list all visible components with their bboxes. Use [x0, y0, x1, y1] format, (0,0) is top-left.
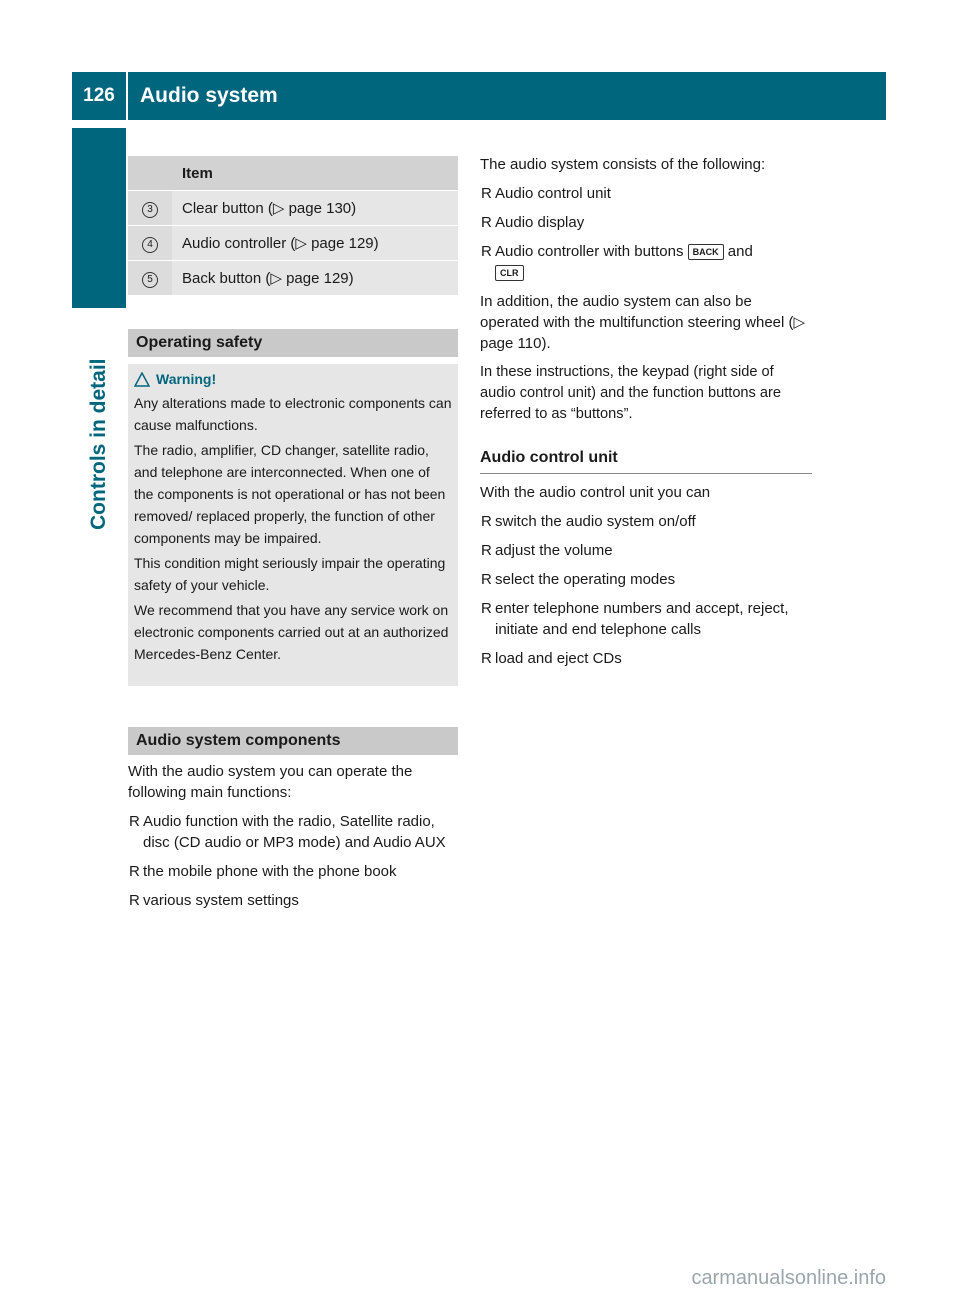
paragraph: In these instructions, the keypad (right side of audio control unit) and the function buttons are referred to as “buttons”. [480, 364, 781, 422]
warning-title: Warning! [156, 371, 217, 387]
warning-triangle-icon [134, 372, 150, 387]
components-heading: Audio system components [128, 727, 458, 755]
control-intro: With the audio control unit you can [480, 484, 711, 501]
bullet-marker: R [481, 600, 492, 617]
bullet-marker: R [481, 214, 492, 231]
page-title: Audio system [128, 72, 886, 120]
list-item: R Audio display [481, 214, 585, 231]
side-tab-block [72, 128, 126, 308]
operating-safety-heading: Operating safety [128, 329, 458, 357]
bullet-marker: R [481, 650, 492, 667]
bullet-marker: R [481, 185, 492, 202]
table-row [128, 225, 458, 260]
bullet-marker: R [129, 892, 140, 909]
bullet-marker: R [129, 813, 140, 830]
warning-paragraph: We recommend that you have any service work on electronic components carried out at an authorized Mercedes-Benz Center. [134, 602, 449, 662]
consists-list [480, 183, 812, 283]
list-item: R various system settings [129, 892, 299, 909]
table-cell: Back button (▷ page 129) [172, 260, 458, 295]
list-item: R switch the audio system on/off [481, 513, 696, 530]
clr-key-icon: CLR [495, 265, 524, 281]
table-cell: Audio controller (▷ page 129) [172, 225, 458, 260]
table-row [128, 190, 458, 225]
control-list [480, 511, 812, 669]
list-item: R load and eject CDs [481, 650, 622, 667]
watermark: carmanualsonline.info [691, 1267, 886, 1289]
callout-number: 4 [142, 237, 158, 253]
callout-number: 3 [142, 202, 158, 218]
warning-box [128, 364, 458, 686]
control-unit-body [480, 482, 812, 677]
table-header-item: Item [172, 156, 458, 190]
components-intro: With the audio system you can operate the following main functions: [128, 763, 413, 801]
list-item: R Audio control unit [481, 185, 611, 202]
bullet-marker: R [481, 513, 492, 530]
system-consists-body [480, 154, 812, 433]
section-side-label: Controls in detail [87, 358, 110, 530]
list-item: R enter telephone numbers and accept, reject, initiate and end telephone calls [481, 600, 789, 638]
item-table [128, 156, 458, 295]
callout-number: 5 [142, 272, 158, 288]
bullet-marker: R [129, 863, 140, 880]
table-cell: Clear button (▷ page 130) [172, 190, 458, 225]
list-item: R Audio controller with buttons BACK and CLR [480, 241, 812, 283]
warning-header [134, 368, 452, 390]
warning-paragraph: Any alterations made to electronic components can cause malfunctions. [134, 395, 452, 433]
list-item: R adjust the volume [481, 542, 613, 559]
warning-paragraph: This condition might seriously impair the operating safety of your vehicle. [134, 555, 446, 593]
consists-intro: The audio system consists of the following: [480, 156, 766, 173]
bullet-marker: R [481, 243, 492, 260]
audio-control-unit-heading: Audio control unit [480, 449, 812, 474]
components-list [128, 811, 458, 911]
table-header-row [128, 156, 458, 190]
warning-paragraph: The radio, amplifier, CD changer, satellite radio, and telephone are interconnected. When one of the components is not operational or has not been removed/ replaced properly, the function of other components may be impaired. [134, 442, 446, 546]
list-item: R the mobile phone with the phone book [129, 863, 397, 880]
components-body [128, 761, 458, 919]
list-item: R Audio function with the radio, Satellite radio, disc (CD audio or MP3 mode) and Audio AUX [129, 813, 446, 851]
bullet-marker: R [481, 571, 492, 588]
list-item: R select the operating modes [481, 571, 676, 588]
paragraph: In addition, the audio system can also be operated with the multifunction steering wheel (▷ page 110). [480, 293, 806, 352]
back-key-icon: BACK [688, 244, 724, 260]
bullet-marker: R [481, 542, 492, 559]
page-number: 126 [72, 72, 126, 120]
table-row [128, 260, 458, 295]
